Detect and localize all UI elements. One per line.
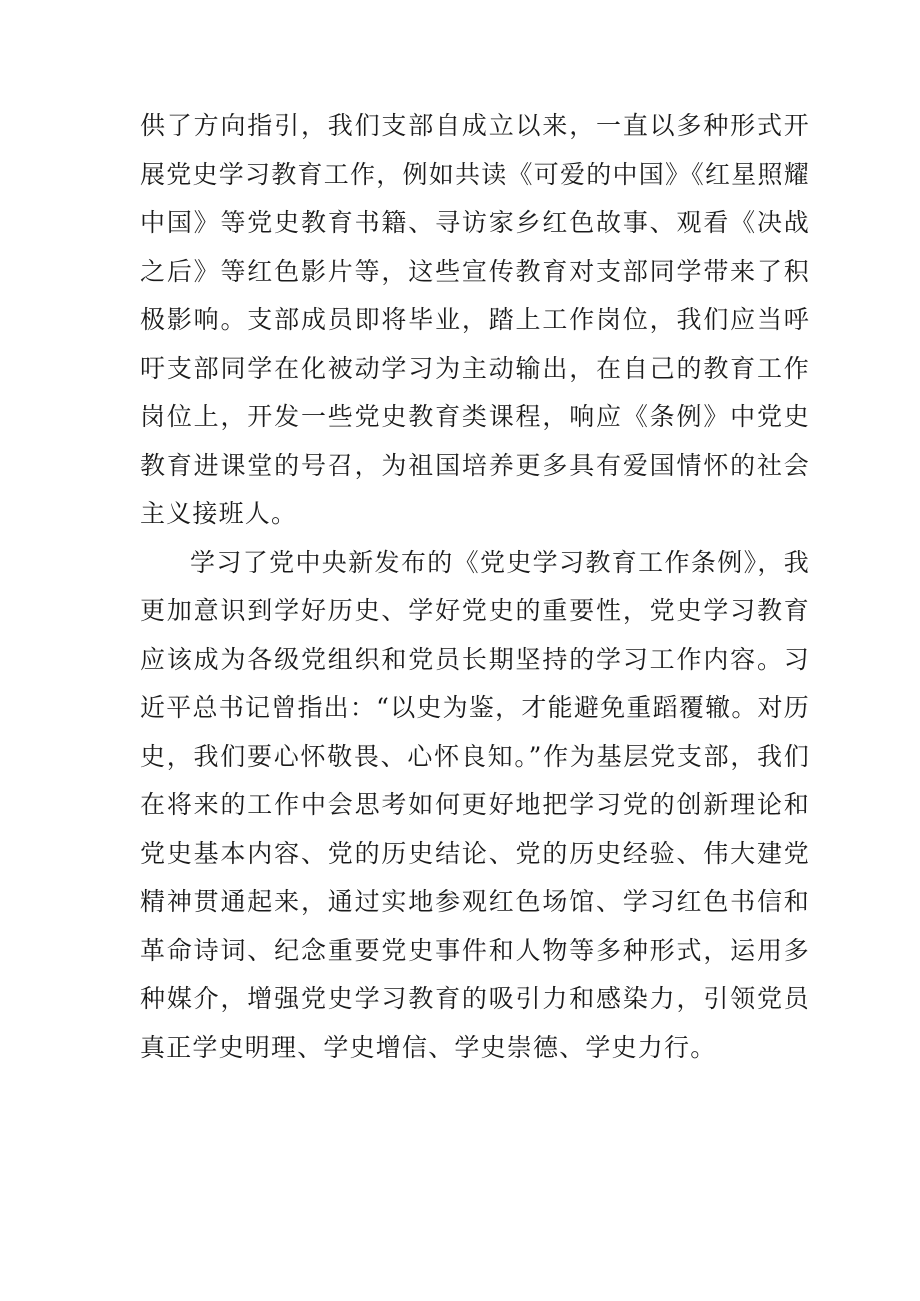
paragraph-party-history-regulations: 学习了党中央新发布的《党史学习教育工作条例》，我更加意识到学好历史、学好党史的重要性，党史学习教育应该成为各级党组织和党员长期坚持的学习工作内容。习近平总书记曾指出：“以史为鉴，才能避免重蹈覆辙。对历史，我们要心怀敬畏、心怀良知。”作为基层党支部，我们在将来的工作中会思考如何更好地把学习党的创新理论和党史基本内容、党的历史结论、党的历史经验、伟大建党精神贯通起来，通过实地参观红色场馆、学习红色书信和革命诗词、纪念重要党史事件和人物等多种形式，运用多种媒介，增强党史学习教育的吸引力和感染力，引领党员真正学史明理、学史增信、学史崇德、学史力行。 [140,547,810,1062]
paragraph-continued: 供了方向指引，我们支部自成立以来，一直以多种形式开展党史学习教育工作，例如共读《可爱的中国》《红星照耀中国》等党史教育书籍、寻访家乡红色故事、观看《决战之后》等红色影片等，这些宣传教育对支部同学带来了积极影响。支部成员即将毕业，踏上工作岗位，我们应当呼吁支部同学在化被动学习为主动输出，在自己的教育工作岗位上，开发一些党史教育类课程，响应《条例》中党史教育进课堂的号召，为祖国培养更多具有爱国情怀的社会主义接班人。 [140,111,810,528]
document-body [140,102,810,1072]
